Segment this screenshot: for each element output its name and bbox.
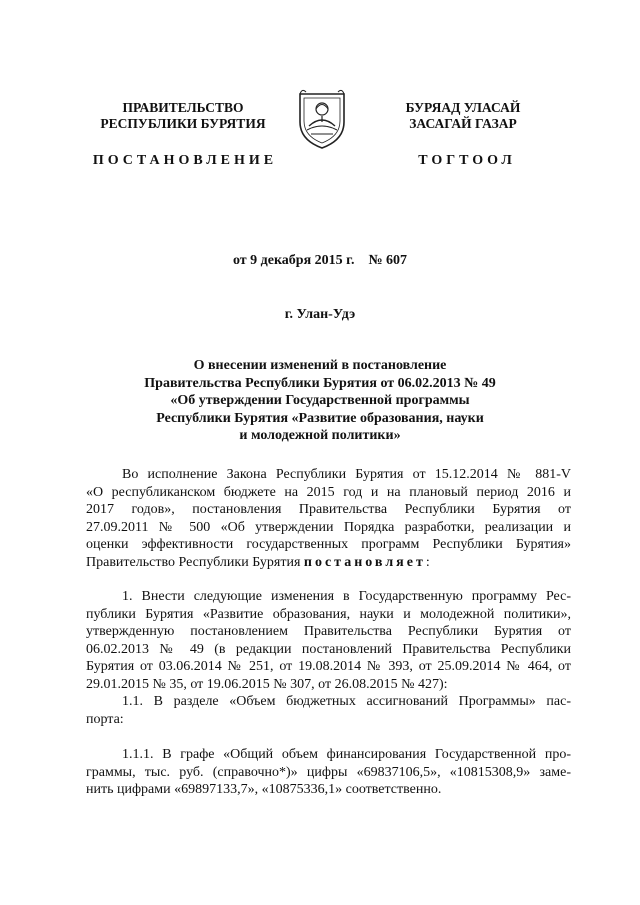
paragraph-line: нить цифрами «69897133,7», «10875336,1» соответственно. (86, 782, 442, 798)
paragraph-line: «О республиканском бюджете на 2015 год и на плановый период 2016 и (86, 484, 571, 500)
issuer-buryat-line1: БУРЯАД УЛАСАЙ (405, 100, 521, 115)
title-line: Правительства Республики Бурятия от 06.02.2013 № 49 (144, 375, 496, 391)
decree-date-number (0, 253, 640, 269)
paragraph-line: 2017 годов», постановления Правительства Республики Бурятия от (86, 502, 571, 518)
decree-type-buryat: ТОГТООЛ (418, 153, 516, 168)
coat-of-arms-icon (296, 88, 348, 150)
paragraph-line: 06.02.2013 № 49 (в редакции постановлений Правительства Республики (86, 641, 571, 657)
title-line: и молодежной политики» (239, 428, 401, 443)
issuer-russian-line2: РЕСПУБЛИКИ БУРЯТИЯ (100, 116, 266, 131)
issuer-buryat (368, 100, 558, 132)
paragraph-line: оценки эффективности государственных программ Республики Бурятия» (86, 537, 571, 553)
decree-title (120, 357, 520, 445)
decree-number: № 607 (368, 253, 408, 268)
title-line: Республики Бурятия «Развитие образования, науки (156, 410, 484, 426)
decree-date: от 9 декабря 2015 г. (232, 253, 355, 268)
issuer-russian-line1: ПРАВИТЕЛЬСТВО (122, 100, 244, 115)
decides-word: постановляет (303, 554, 426, 570)
paragraph-line: Во исполнение Закона Республики Бурятия от 15.12.2014 № 881-V (122, 467, 571, 482)
paragraph-line: 1.1.1. В графе «Общий объем финансирования Государственной про- (122, 747, 571, 762)
paragraph-line: утвержденную постановлением Правительства Республики Бурятия от (86, 624, 571, 640)
paragraph-line: публики Бурятия «Развитие образования, науки и молодежной политики», (86, 606, 571, 622)
preamble-subject: Правительство Республики Бурятия (86, 554, 301, 570)
paragraph-line: 1.1. В разделе «Объем бюджетных ассигнований Программы» пас- (122, 694, 571, 709)
paragraph-line-final (86, 554, 571, 572)
issuer-russian (88, 100, 278, 132)
paragraph-line: 27.09.2011 № 500 «Об утверждении Порядка разработки, реализации и (86, 519, 571, 535)
preamble-paragraph (86, 466, 571, 572)
decree-city: г. Улан-Удэ (284, 307, 356, 322)
title-line: О внесении изменений в постановление (193, 358, 447, 373)
item-1-1-paragraph (86, 693, 571, 728)
issuer-buryat-line2: ЗАСАГАЙ ГАЗАР (409, 116, 517, 131)
item-1-paragraph (86, 588, 571, 694)
paragraph-line: Бурятия от 03.06.2014 № 251, от 19.08.2014 № 393, от 25.09.2014 № 464, от (86, 659, 571, 675)
preamble-colon: : (425, 554, 430, 570)
paragraph-line: 1. Внести следующие изменения в Государственную программу Рес- (122, 589, 571, 604)
title-line: «Об утверждении Государственной программы (170, 393, 470, 408)
item-1-1-1-paragraph (86, 746, 571, 799)
paragraph-line: 29.01.2015 № 35, от 19.06.2015 № 307, от 26.08.2015 № 427): (86, 676, 448, 692)
decree-type-russian: ПОСТАНОВЛЕНИЕ (92, 153, 278, 168)
paragraph-line: порта: (86, 711, 124, 727)
paragraph-line: граммы, тыс. руб. (справочно*)» цифры «69837106,5», «10815308,9» заме- (86, 764, 571, 780)
